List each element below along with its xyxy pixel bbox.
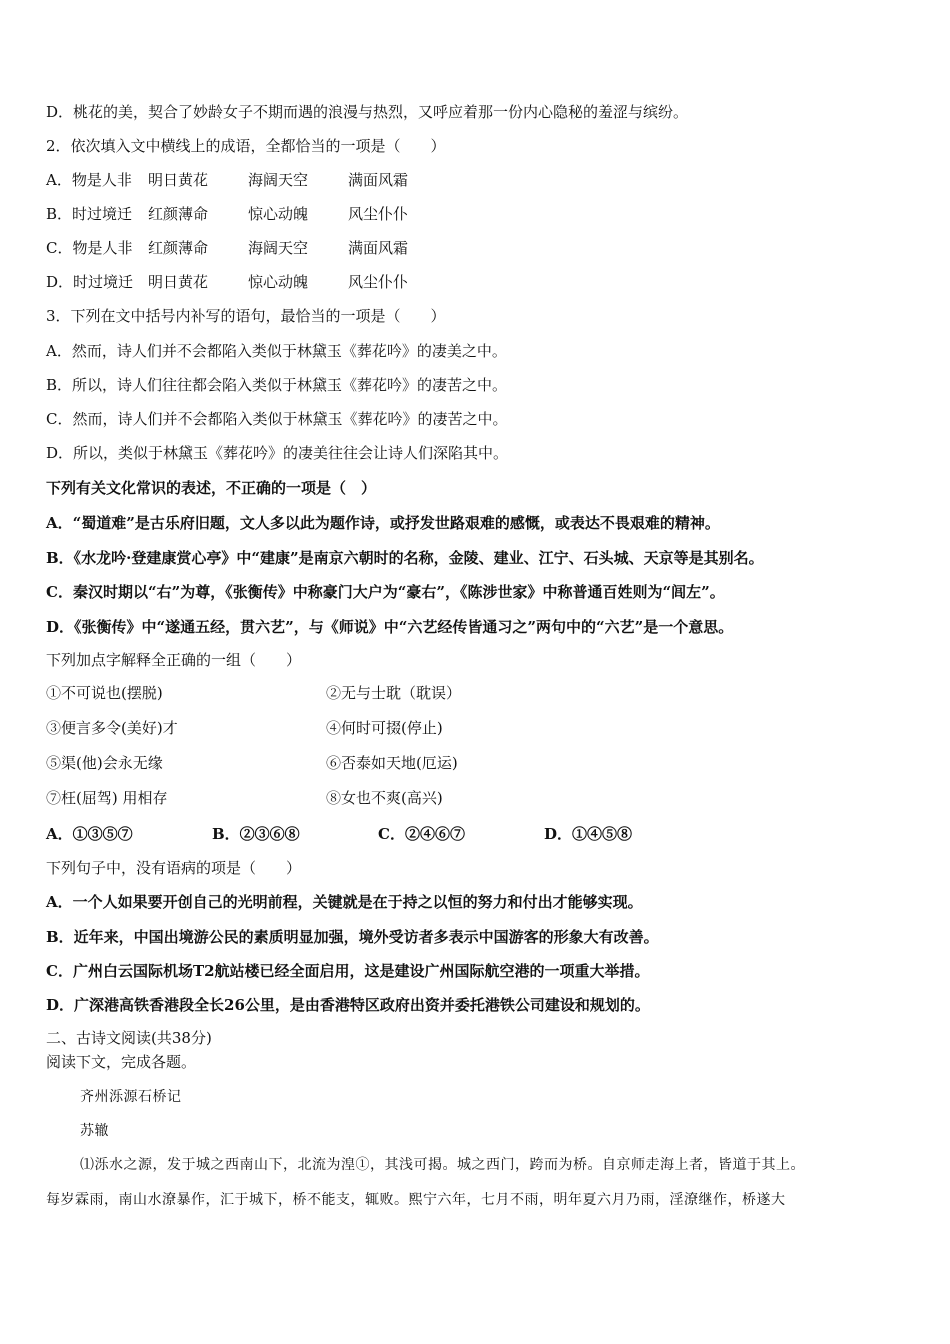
q2-stem: 2．依次填入文中横线上的成语，全都恰当的一项是（ ）	[46, 137, 446, 155]
section-instruction: 阅读下文，完成各题。	[46, 1053, 197, 1071]
q5-row-1: ①不可说也(摆脱) ②无与士耽（耽误）	[46, 684, 462, 702]
q2-option-a: A．物是人非 明日黄花 海阔天空 满面风霜	[46, 171, 409, 189]
q4-stem: 下列有关文化常识的表述，不正确的一项是（ ）	[46, 479, 377, 497]
q2-option-b: B．时过境迁 红颜薄命 惊心动魄 风尘仆仆	[46, 205, 409, 223]
q5-choices: A．①③⑤⑦ B．②③⑥⑧ C．②④⑥⑦ D．①④⑤⑧	[46, 825, 633, 843]
q4-option-a: A．“蜀道难”是古乐府旧题，文人多以此为题作诗，或抒发世路艰难的感慨，或表达不畏艰难的精神。	[46, 514, 720, 532]
q6-stem: 下列句子中，没有语病的项是（ ）	[46, 859, 302, 877]
q5-row-4: ⑦枉(屈驾) 用相存 ⑧女也不爽(高兴)	[46, 789, 443, 807]
q6-option-c: C．广州白云国际机场T2航站楼已经全面启用，这是建设广州国际航空港的一项重大举措。	[46, 962, 650, 980]
q3-option-d: D．所以，类似于林黛玉《葬花吟》的凄美往往会让诗人们深陷其中。	[46, 444, 509, 462]
q2-option-c: C．物是人非 红颜薄命 海阔天空 满面风霜	[46, 239, 409, 257]
section-heading: 二、古诗文阅读(共38分)	[46, 1029, 212, 1047]
q3-option-c: C．然而，诗人们并不会都陷入类似于林黛玉《葬花吟》的凄苦之中。	[46, 410, 508, 428]
q5-stem: 下列加点字解释全正确的一组（ ）	[46, 651, 302, 669]
q1-option-d: D．桃花的美，契合了妙龄女子不期而遇的浪漫与热烈，又呼应着那一份内心隐秘的羞涩与缤纷。	[46, 103, 689, 121]
q3-option-b: B．所以，诗人们往往都会陷入类似于林黛玉《葬花吟》的凄苦之中。	[46, 376, 508, 394]
passage-author: 苏辙	[80, 1123, 109, 1139]
q5-row-3: ⑤渠(他)会永无缘 ⑥否泰如天地(厄运)	[46, 754, 458, 772]
q4-option-d: D．《张衡传》中“遂通五经，贯六艺”，与《师说》中“六艺经传皆通习之”两句中的“六艺”是一个意思。	[46, 618, 734, 636]
passage-line-1: ⑴泺水之源，发于城之西南山下，北流为湟①，其浅可揭。城之西门，跨而为桥。自京师走海上者，皆道于其上。	[80, 1157, 805, 1173]
q6-option-a: A．一个人如果要开创自己的光明前程，关键就是在于持之以恒的努力和付出才能够实现。	[46, 893, 643, 911]
q3-option-a: A．然而，诗人们并不会都陷入类似于林黛玉《葬花吟》的凄美之中。	[46, 342, 507, 360]
passage-title: 齐州泺源石桥记	[80, 1089, 182, 1105]
q4-option-b: B．《水龙吟·登建康赏心亭》中“建康”是南京六朝时的名称，金陵、建业、江宁、石头城、天京等是其别名。	[46, 549, 764, 567]
q3-stem: 3．下列在文中括号内补写的语句，最恰当的一项是（ ）	[46, 307, 446, 325]
passage-line-2: 每岁霖雨，南山水潦暴作，汇于城下，桥不能支，辄败。熙宁六年，七月不雨，明年夏六月乃雨，淫潦继作，桥遂大	[46, 1192, 786, 1208]
q4-option-c: C．秦汉时期以“右”为尊，《张衡传》中称豪门大户为“豪右”，《陈涉世家》中称普通百姓则为“闾左”。	[46, 583, 725, 601]
q5-row-2: ③便言多令(美好)才 ④何时可掇(停止)	[46, 719, 443, 737]
q6-option-d: D．广深港高铁香港段全长26公里，是由香港特区政府出资并委托港铁公司建设和规划的。	[46, 996, 650, 1014]
q6-option-b: B．近年来，中国出境游公民的素质明显加强，境外受访者多表示中国游客的形象大有改善。	[46, 928, 659, 946]
q2-option-d: D．时过境迁 明日黄花 惊心动魄 风尘仆仆	[46, 273, 409, 291]
